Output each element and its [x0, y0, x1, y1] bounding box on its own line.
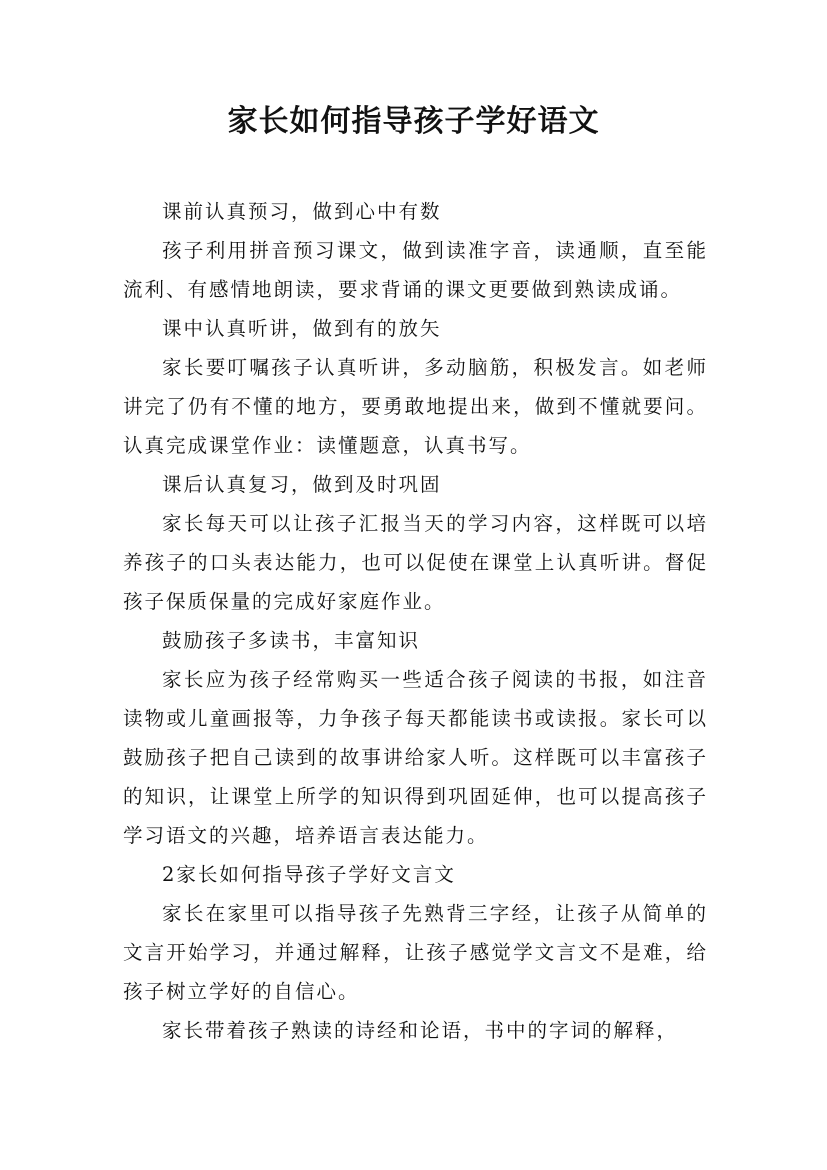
paragraph-classics: 家长带着孩子熟读的诗经和论语，书中的字词的解释，: [162, 1019, 679, 1042]
document-title: 家长如何指导孩子学好语文: [227, 104, 600, 139]
section-heading-preview: 课前认真预习，做到心中有数: [162, 200, 442, 223]
paragraph-reading: 家长应为孩子经常购买一些适合孩子阅读的书报，如注音读物或儿童画报等，力争孩子每天都能读书或读报。家长可以鼓励孩子把自己读到的故事讲给家人听。这样既可以丰富孩子的知识，让课堂上所学的知识得到巩固延伸，也可以提高孩子学习语文的兴趣，培养语言表达能力。: [123, 668, 708, 847]
paragraph-classical: 家长在家里可以指导孩子先熟背三字经，让孩子从简单的文言开始学习，并通过解释，让孩子感觉学文言文不是难，给孩子树立学好的自信心。: [123, 902, 708, 1003]
section-heading-listening: 课中认真听讲，做到有的放矢: [162, 317, 442, 340]
paragraph-review: 家长每天可以让孩子汇报当天的学习内容，这样既可以培养孩子的口头表达能力，也可以促使在课堂上认真听讲。督促孩子保质保量的完成好家庭作业。: [123, 512, 708, 613]
section-heading-review: 课后认真复习，做到及时巩固: [162, 473, 442, 496]
paragraph-listening: 家长要叮嘱孩子认真听讲，多动脑筋，积极发言。如老师讲完了仍有不懂的地方，要勇敢地提出来，做到不懂就要问。认真完成课堂作业：读懂题意，认真书写。: [123, 356, 708, 457]
section-heading-reading: 鼓励孩子多读书，丰富知识: [162, 629, 421, 652]
section-heading-classical: 2家长如何指导孩子学好文言文: [162, 863, 456, 886]
document-body: [123, 192, 708, 1050]
paragraph-preview: 孩子利用拼音预习课文，做到读准字音，读通顺，直至能流利、有感情地朗读，要求背诵的课文更要做到熟读成诵。: [123, 239, 708, 301]
